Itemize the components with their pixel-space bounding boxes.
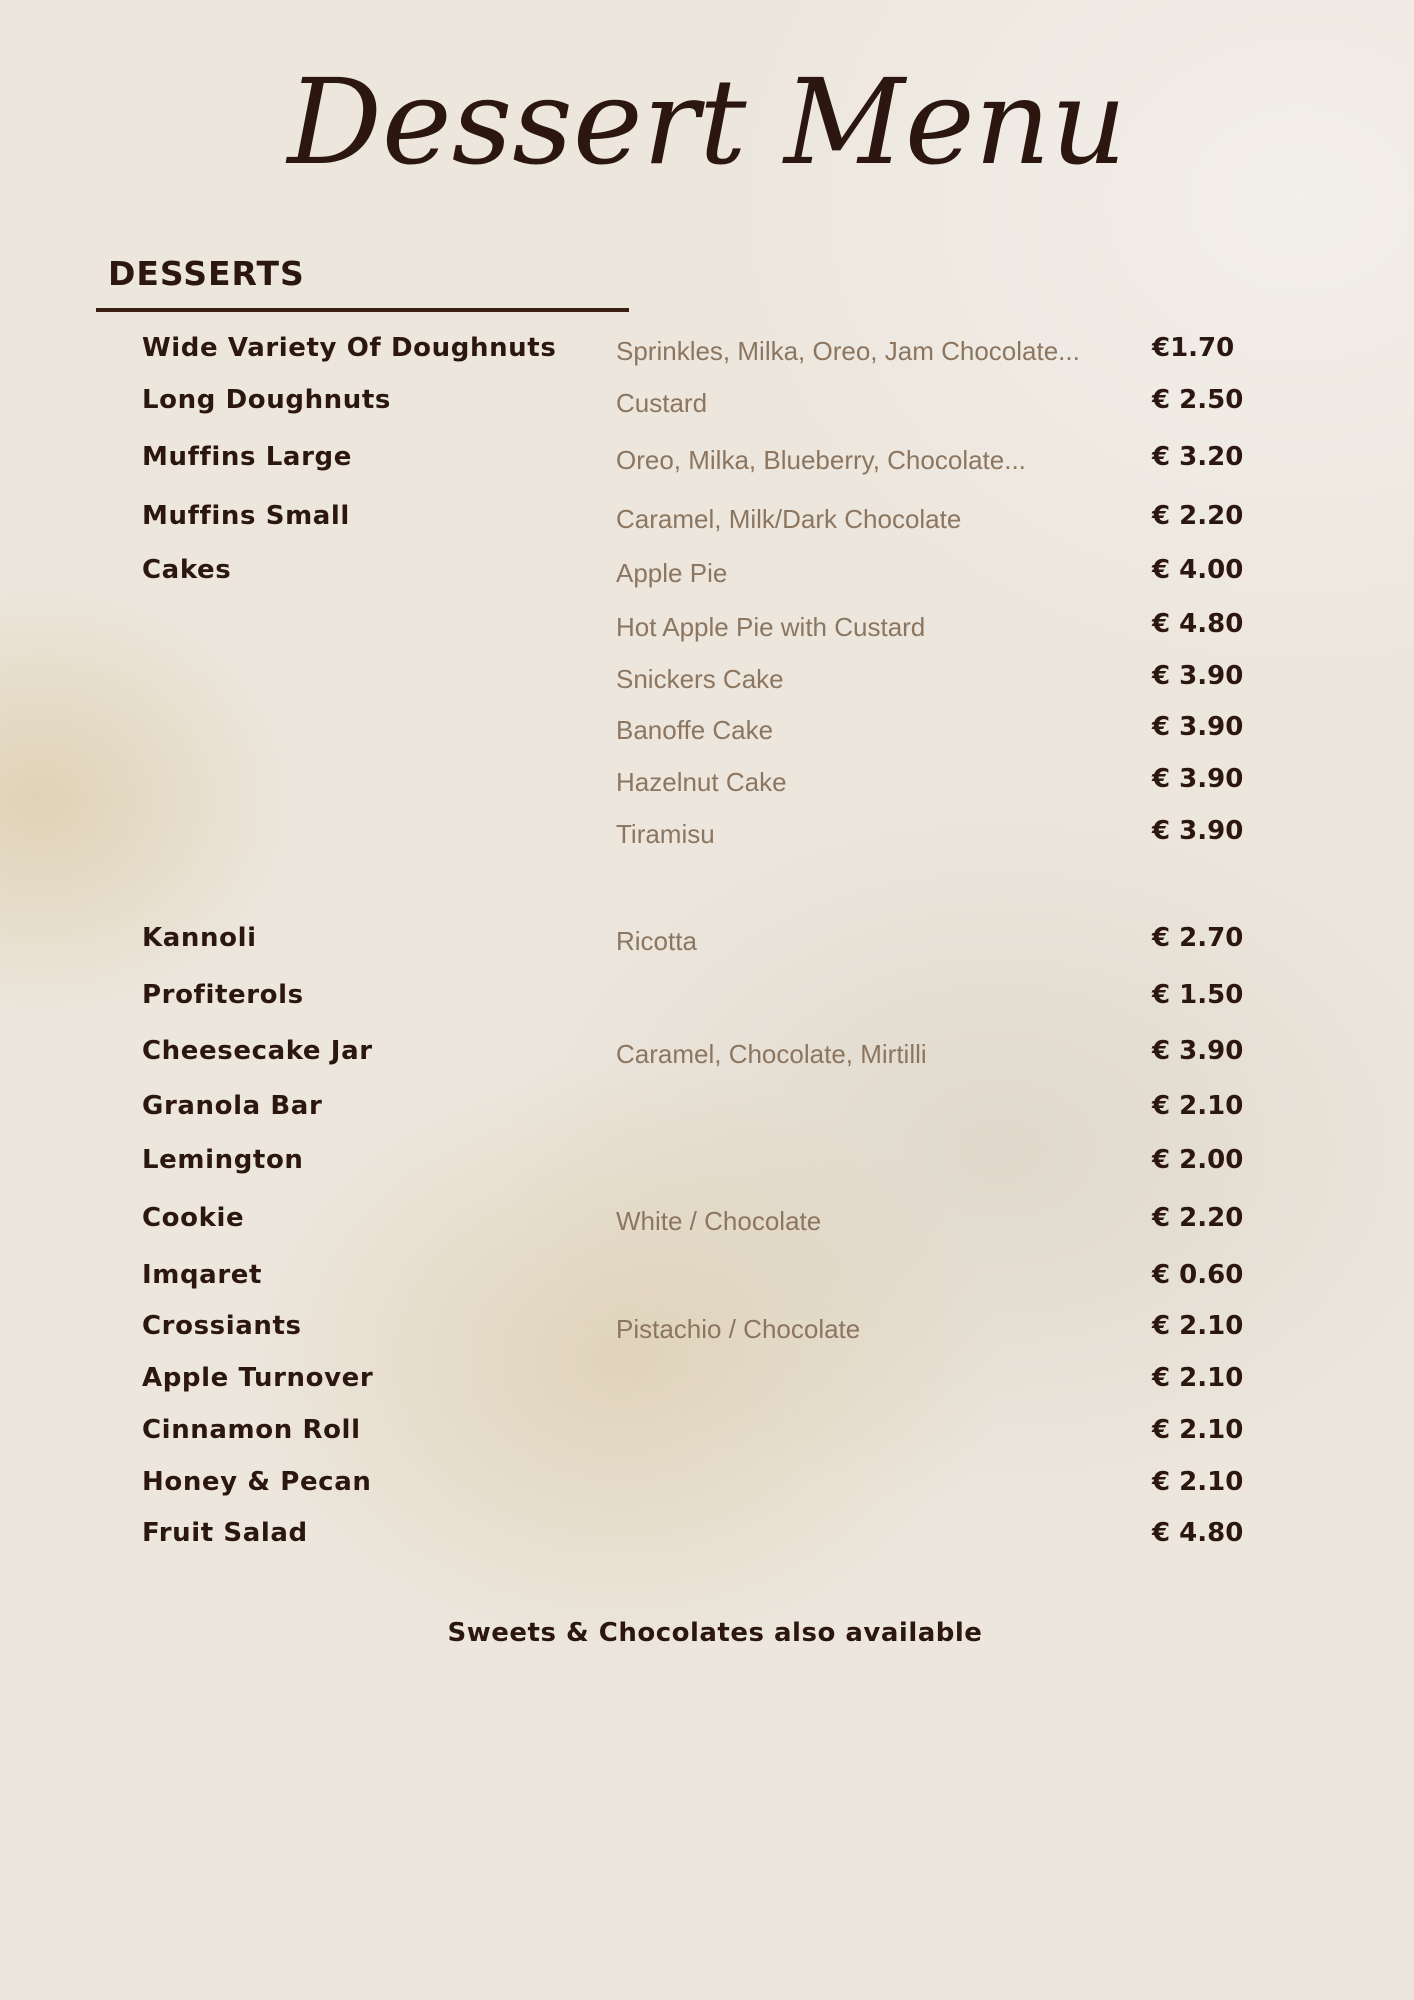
item-description: Sprinkles, Milka, Oreo, Jam Chocolate...	[616, 336, 1080, 366]
item-name: Honey & Pecan	[142, 1467, 372, 1497]
menu-row	[0, 661, 1414, 701]
item-name: Long Doughnuts	[142, 385, 392, 415]
item-price: € 3.90	[1152, 661, 1244, 691]
item-price: € 4.80	[1152, 609, 1244, 639]
menu-row	[0, 385, 1414, 425]
item-price: € 3.90	[1152, 764, 1244, 794]
menu-row	[0, 609, 1414, 649]
item-name: Crossiants	[142, 1311, 302, 1341]
menu-row	[0, 1518, 1414, 1558]
item-name: Cookie	[142, 1203, 245, 1233]
item-description: Oreo, Milka, Blueberry, Chocolate...	[616, 445, 1026, 475]
item-price: € 2.20	[1152, 1203, 1244, 1233]
menu-row	[0, 555, 1414, 595]
item-name: Granola Bar	[142, 1091, 323, 1121]
item-name: Cakes	[142, 555, 232, 585]
item-description: Custard	[616, 388, 708, 418]
item-price: € 2.20	[1152, 501, 1244, 531]
item-description: Caramel, Milk/Dark Chocolate	[616, 504, 962, 534]
menu-title-text: Dessert Menu	[287, 53, 1127, 191]
item-price: € 4.00	[1152, 555, 1244, 585]
menu-row	[0, 1145, 1414, 1185]
menu-row	[0, 1467, 1414, 1507]
item-name: Apple Turnover	[142, 1363, 374, 1393]
item-description: Hazelnut Cake	[616, 767, 787, 797]
item-price: € 3.90	[1152, 1036, 1244, 1066]
item-description: Hot Apple Pie with Custard	[616, 612, 926, 642]
item-price: € 3.90	[1152, 816, 1244, 846]
item-description: Tiramisu	[616, 819, 715, 849]
menu-row	[0, 712, 1414, 752]
item-name: Lemington	[142, 1145, 304, 1175]
item-description: Caramel, Chocolate, Mirtilli	[616, 1039, 927, 1069]
menu-row	[0, 333, 1414, 373]
menu-row	[0, 1091, 1414, 1131]
item-price: € 2.70	[1152, 923, 1244, 953]
item-description: Banoffe Cake	[616, 715, 774, 745]
item-name: Kannoli	[142, 923, 257, 953]
item-name: Profiterols	[142, 980, 304, 1010]
item-price: € 4.80	[1152, 1518, 1244, 1548]
item-price: € 3.90	[1152, 712, 1244, 742]
menu-row	[0, 1036, 1414, 1076]
item-description: Snickers Cake	[616, 664, 784, 694]
menu-row	[0, 501, 1414, 541]
item-price: € 2.10	[1152, 1363, 1244, 1393]
menu-row	[0, 1311, 1414, 1351]
menu-row	[0, 1260, 1414, 1300]
item-price: € 2.00	[1152, 1145, 1244, 1175]
item-name: Cinnamon Roll	[142, 1415, 361, 1445]
menu-row	[0, 816, 1414, 856]
menu-row	[0, 1415, 1414, 1455]
item-name: Imqaret	[142, 1260, 263, 1290]
menu-row	[0, 923, 1414, 963]
item-name: Muffins Small	[142, 501, 350, 531]
item-price: € 2.50	[1152, 385, 1244, 415]
menu-row	[0, 1363, 1414, 1403]
item-price: € 2.10	[1152, 1415, 1244, 1445]
menu-row	[0, 442, 1414, 482]
menu-row	[0, 764, 1414, 804]
menu-row	[0, 1203, 1414, 1243]
item-price: € 0.60	[1152, 1260, 1244, 1290]
item-name: Fruit Salad	[142, 1518, 308, 1548]
item-price: € 2.10	[1152, 1467, 1244, 1497]
item-name: Cheesecake Jar	[142, 1036, 373, 1066]
item-description: Apple Pie	[616, 558, 728, 588]
item-price: € 2.10	[1152, 1091, 1244, 1121]
item-price: € 2.10	[1152, 1311, 1244, 1341]
item-price: € 1.50	[1152, 980, 1244, 1010]
item-price: €1.70	[1152, 333, 1235, 363]
menu-row	[0, 980, 1414, 1020]
item-description: White / Chocolate	[616, 1206, 822, 1236]
item-description: Ricotta	[616, 926, 697, 956]
item-name: Muffins Large	[142, 442, 352, 472]
item-description: Pistachio / Chocolate	[616, 1314, 861, 1344]
item-price: € 3.20	[1152, 442, 1244, 472]
item-name: Wide Variety Of Doughnuts	[142, 333, 557, 363]
section-heading: DESSERTS	[108, 254, 305, 293]
footer-note: Sweets & Chocolates also available	[447, 1618, 983, 1648]
